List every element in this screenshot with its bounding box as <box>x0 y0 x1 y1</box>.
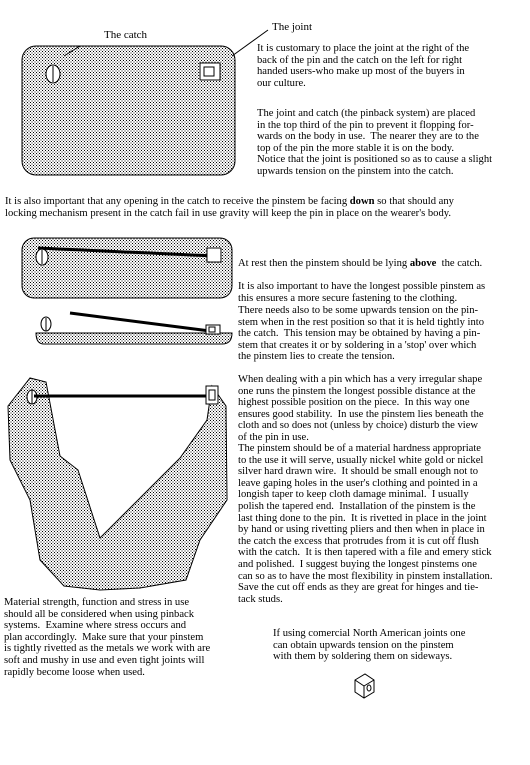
paragraph-longest-pinstem: It is also important to have the longest possible pinstem as this ensures a more secure fastening to the clothing. <box>238 281 486 304</box>
paragraph-material-hardness: The pinstem should be of a material hardness appropriate to the use it will serve, usually nickel white gold or nickel silver hard drawn wire. It should be small enough not to leave gaping holes in the user's clothing and pointed in a longish taper to keep cloth damage minimal. I usually polish the tapered end. Installation of the pinstem is the last thing done to the pin. It is rivetted in place in the joint by hand or using rivetting pliers and then when in place in the catch the excess that protrudes from it is cut off flush with the catch. It is then tapered with a file and emery stick and polished. I suggest buying the longest pinstems one can so as to have the most flexibility in pinstem installation. Save the cut off ends as they are great for hinges and tie- tack studs. <box>238 443 493 605</box>
paragraph-at-rest: At rest then the pinstem should be lying above the catch. <box>238 258 483 269</box>
paragraph-irregular-shape: When dealing with a pin which has a very irregular shape one runs the pinstem the longest possible distance at the highest possible position on the piece. In this way one ensures good stability. In use the pinstem lies beneath the cloth and so does not (unless by choice) disturb the view of the pin in use. <box>238 374 484 443</box>
joint-icon <box>200 63 220 80</box>
label-catch: The catch <box>104 29 148 41</box>
figure-sideways-joint <box>355 674 374 698</box>
paragraph-material-strength: Material strength, function and stress in use should all be considered when using pinback systems. Examine where stress occurs and plan accordingly. Make sure that your pinstem is tightly rivetted as the metals we work with are soft and mushy in use and even tight joints will rapidly become loose when used. <box>4 597 211 678</box>
paragraph-catch-opening: It is also important that any opening in the catch to receive the pinstem be facing down so that should any locking mechanism present in the catch fail in use gravity will keep the pin in place on the wearer's body. <box>5 196 454 219</box>
figure-side-view <box>36 313 232 344</box>
paragraph-commercial-joints: If using comercial North American joints one can obtain upwards tension on the pinstem with them by soldering them on sideways. <box>273 628 466 663</box>
figure-irregular-pin <box>8 378 227 590</box>
joint-icon <box>207 248 221 262</box>
catch-icon <box>46 65 60 83</box>
paragraph-upwards-tension: There needs also to be some upwards tension on the pin- stem when in the rest position so that it is held tightly into the catch. This tension may be obtained by having a pin- stem that creates it or by soldering in a 'stop' over which the pinstem lies to create the tension. <box>238 305 484 363</box>
paragraph-pinback-system: The joint and catch (the pinback system) are placed in the top third of the pin to prevent it flopping for- wards on the body in use. The nearer they are to the top of the pin the more stable it is on the body. Notice that the joint is positioned so as to cause a slight upwards tension on the pinstem into the catch. <box>257 108 493 177</box>
paragraph-joint-placement: It is customary to place the joint at the right of the back of the pin and the catch on the left for right handed users-who make up most of the buyers in our culture. <box>257 43 470 89</box>
pinstem-line <box>70 313 210 331</box>
figure-pin-back-card <box>22 30 268 175</box>
figure-pinstem-rest <box>22 238 232 298</box>
label-joint: The joint <box>272 21 313 33</box>
